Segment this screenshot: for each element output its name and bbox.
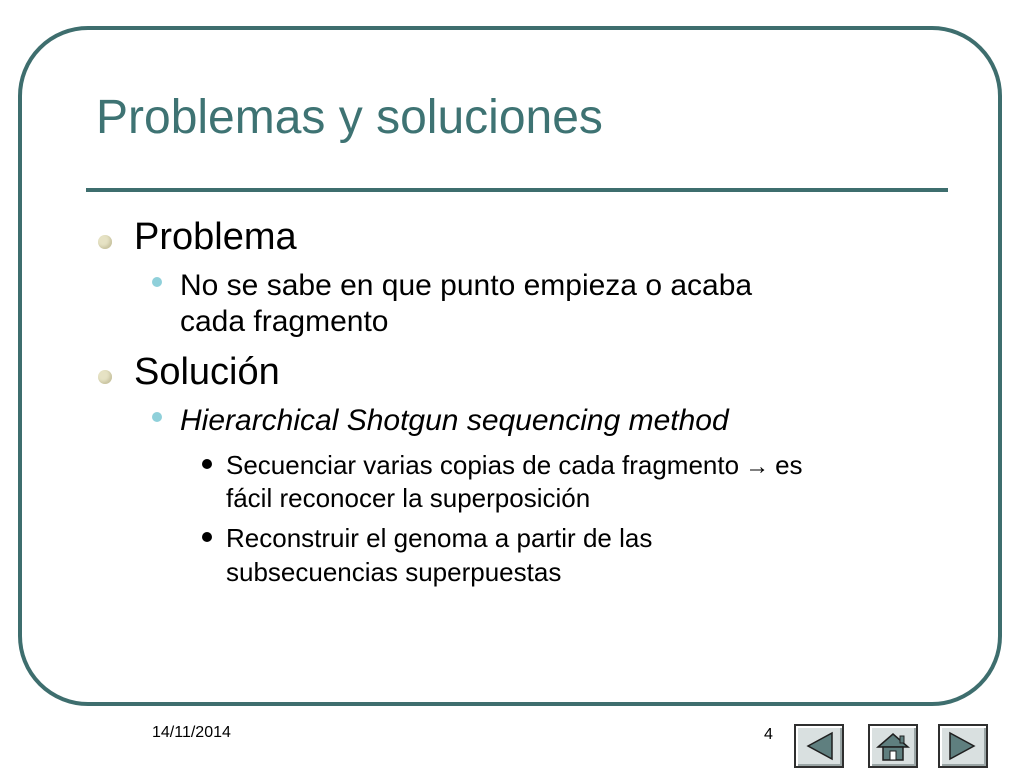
- bullet-problema: [96, 215, 956, 260]
- sub-bullet-method: [96, 403, 956, 439]
- sub-bullet-problema-detail: [96, 268, 956, 340]
- bullet-dot-icon: [152, 412, 162, 422]
- home-icon: [870, 726, 916, 766]
- bullet-label: Problema: [134, 216, 297, 258]
- arrow-right-icon: →: [745, 452, 770, 480]
- page-number: 4: [764, 726, 773, 743]
- bullet-dot-icon: [152, 277, 162, 287]
- slide-title: Problemas y soluciones: [96, 91, 603, 144]
- sub-sub-bullet-text-part1: Secuenciar varias copias de cada fragmento: [226, 449, 740, 480]
- sub-sub-bullet-reconstruir: [96, 522, 956, 590]
- sub-bullet-text-line2: cada fragmento: [180, 304, 389, 338]
- sub-sub-bullet-secuenciar: [96, 449, 956, 517]
- bullet-dot-icon: [98, 235, 112, 249]
- sub-sub-bullet-text-line1: Reconstruir el genoma a partir de las: [226, 523, 653, 554]
- bullet-dot-icon: [98, 370, 112, 384]
- bullet-solucion: [96, 350, 956, 395]
- sub-sub-bullet-text-line2: fácil reconocer la superposición: [226, 483, 591, 514]
- next-slide-button[interactable]: [938, 724, 988, 768]
- sub-sub-bullet-text-line2: subsecuencias superpuestas: [226, 557, 562, 588]
- bullet-label: Solución: [134, 350, 280, 393]
- sub-bullet-text-line1: No se sabe en que punto empieza o acaba: [180, 268, 753, 302]
- triangle-right-icon: [940, 726, 986, 766]
- previous-slide-button[interactable]: [794, 724, 844, 768]
- triangle-left-icon: [796, 726, 842, 766]
- slide-body: [96, 215, 956, 596]
- bullet-dot-icon: [202, 532, 212, 542]
- home-button[interactable]: [868, 724, 918, 768]
- bullet-dot-icon: [202, 459, 212, 469]
- sub-sub-bullet-text-part2: es: [775, 449, 803, 480]
- sub-bullet-text: Hierarchical Shotgun sequencing method: [180, 403, 729, 437]
- footer-date: 14/11/2014: [152, 724, 231, 741]
- title-divider: [86, 188, 948, 192]
